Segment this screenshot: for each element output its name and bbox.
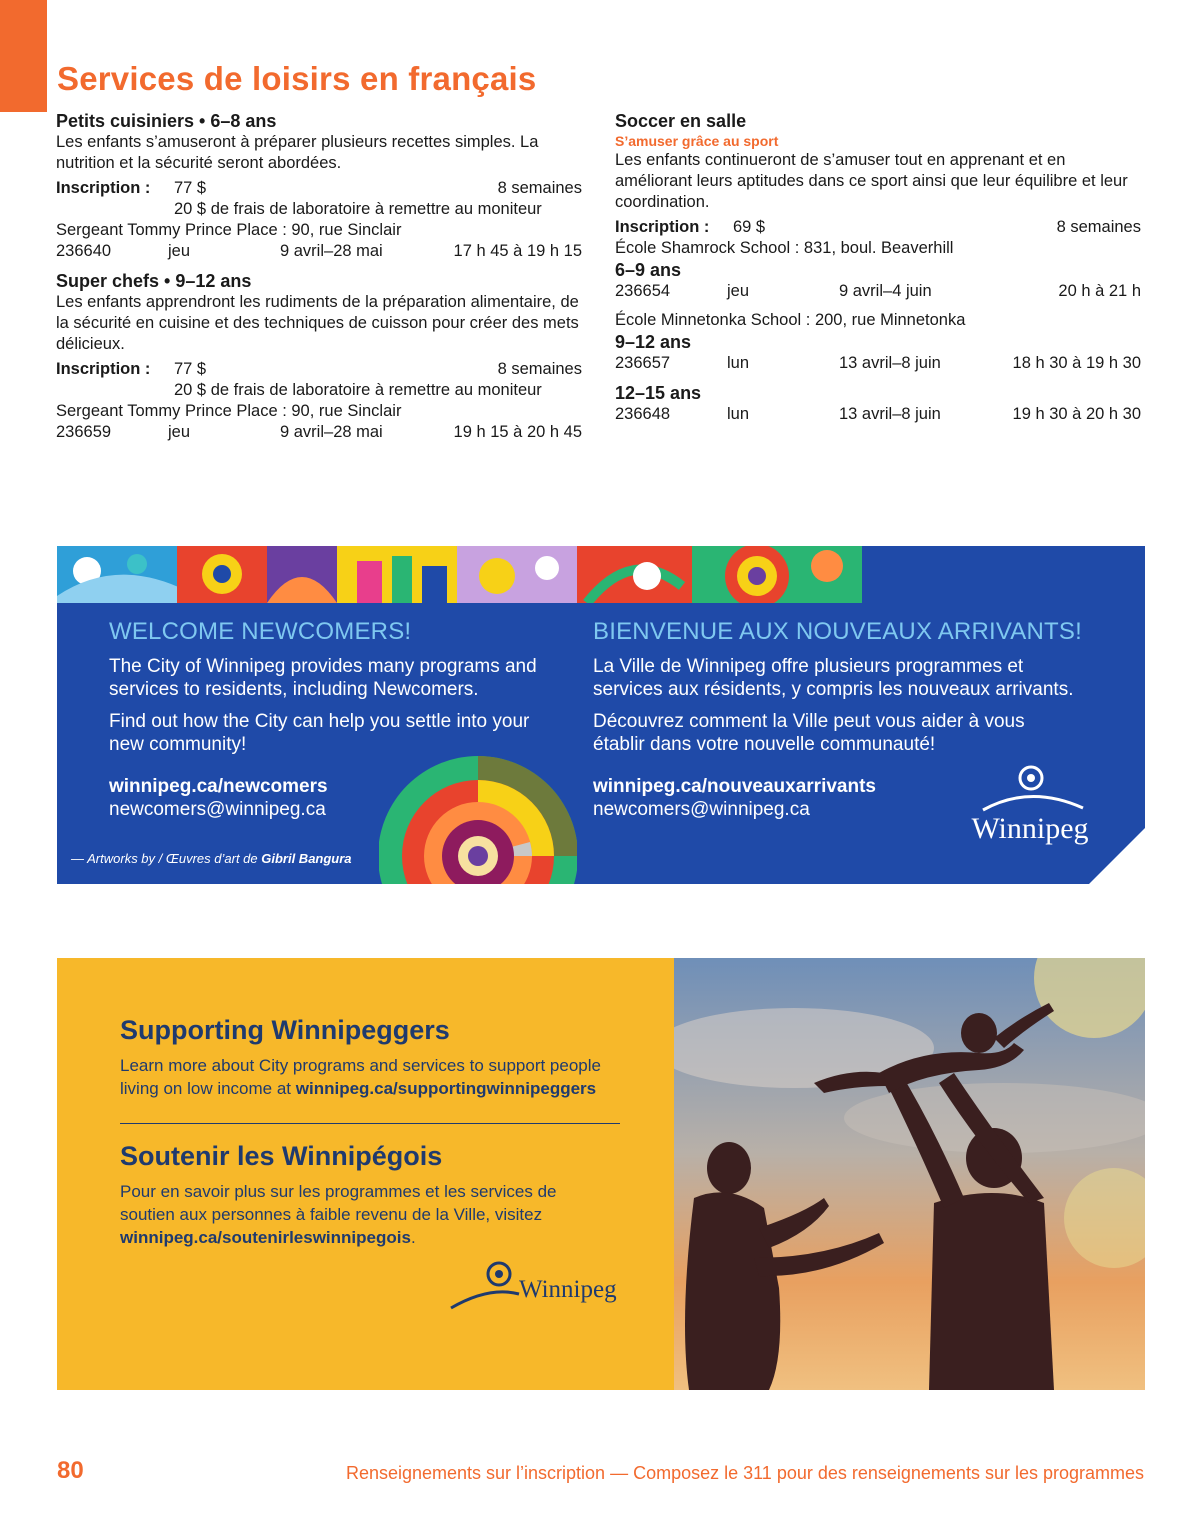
- age-group: 9–12 ans: [615, 332, 692, 352]
- inscription-label: Inscription :: [56, 360, 151, 378]
- newcomers-banner: [57, 546, 1145, 884]
- course-description: Les enfants apprendront les rudiments de la préparation alimentaire, de la sécurité en cuisine et des techniques de cuisson pour créer des mets délicieux.: [56, 293, 579, 353]
- course-title: Super chefs • 9–12 ans: [56, 271, 252, 291]
- course-title: Petits cuisiniers • 6–8 ans: [56, 111, 277, 131]
- supporting-banner: [57, 958, 1145, 1390]
- weeks: 8 semaines: [1056, 218, 1141, 236]
- course-petits-cuisiniers: [56, 110, 582, 262]
- price: 77 $: [174, 179, 207, 197]
- supporting-url-fr[interactable]: winnipeg.ca/soutenirleswinnipegois: [120, 1228, 411, 1247]
- course-dates: 13 avril–8 juin: [839, 354, 941, 372]
- supporting-text-fr-body: Pour en savoir plus sur les programmes et les services de soutien aux personnes à faible revenu de la Ville, visitez: [120, 1182, 557, 1224]
- winnipeg-logo: [965, 764, 1095, 854]
- course-soccer: [615, 110, 1141, 425]
- weeks: 8 semaines: [497, 179, 582, 197]
- course-description: Les enfants continueront de s’amuser tout en apprenant et en améliorant leurs aptitudes dans ce sport ainsi que leur équilibre et leur coordination.: [615, 151, 1128, 211]
- footer-note: Renseignements sur l’inscription — Composez le 311 pour des renseignements sur les programmes: [345, 1463, 1144, 1483]
- family-silhouette-photo: [674, 958, 1145, 1390]
- artwork-credit: [71, 851, 352, 866]
- inscription-row: [56, 178, 582, 199]
- price: 77 $: [174, 360, 207, 378]
- newcomers-text-fr-1: La Ville de Winnipeg offre plusieurs programmes et services aux résidents, y compris les nouveaux arrivants.: [593, 656, 1074, 700]
- schedule-row: [615, 353, 1141, 374]
- corner-cut: [1089, 828, 1145, 884]
- credit-artist: Gibril Bangura: [261, 851, 352, 866]
- course-time: 17 h 45 à 19 h 15: [453, 242, 582, 260]
- winnipeg-logo: [449, 1256, 629, 1316]
- weeks: 8 semaines: [497, 360, 582, 378]
- location: Sergeant Tommy Prince Place : 90, rue Sinclair: [56, 402, 402, 420]
- age-group: 12–15 ans: [615, 383, 702, 403]
- course-time: 19 h 15 à 20 h 45: [453, 423, 582, 441]
- course-time: 20 h à 21 h: [1058, 282, 1141, 300]
- page-title: Services de loisirs en français: [57, 60, 537, 97]
- newcomers-heading-en: WELCOME NEWCOMERS!: [109, 618, 412, 645]
- inscription-row: [56, 359, 582, 380]
- course-day: jeu: [168, 423, 191, 441]
- age-group: 6–9 ans: [615, 260, 682, 280]
- newcomers-text-en-1: The City of Winnipeg provides many programs and services to residents, including Newcomers.: [109, 656, 537, 700]
- supporting-text-fr-end: .: [410, 1228, 416, 1247]
- newcomers-url-fr[interactable]: winnipeg.ca/nouveauxarrivants: [593, 776, 876, 797]
- inscription-row: [615, 217, 1141, 238]
- location: Sergeant Tommy Prince Place : 90, rue Sinclair: [56, 221, 402, 239]
- left-column: [56, 110, 582, 443]
- supporting-url-en[interactable]: winnipeg.ca/supportingwinnipeggers: [295, 1079, 597, 1098]
- course-dates: 9 avril–4 juin: [839, 282, 932, 300]
- mosaic-artwork: [57, 546, 862, 603]
- lab-fee: 20 $ de frais de laboratoire à remettre au moniteur: [174, 200, 542, 218]
- location: École Minnetonka School : 200, rue Minnetonka: [615, 311, 966, 329]
- course-dates: 13 avril–8 juin: [839, 405, 941, 423]
- inscription-label: Inscription :: [615, 218, 710, 236]
- course-code: 236657: [615, 354, 671, 372]
- right-column: [615, 110, 1141, 425]
- course-code: 236648: [615, 405, 671, 423]
- supporting-text-en: [120, 1054, 640, 1100]
- credit-prefix: — Artworks by / Œuvres d’art de: [71, 851, 262, 866]
- page-number: 80: [57, 1457, 84, 1484]
- supporting-text-fr: [120, 1180, 590, 1249]
- course-time: 19 h 30 à 20 h 30: [1012, 405, 1141, 423]
- course-description: Les enfants s’amuseront à préparer plusieurs recettes simples. La nutrition et la sécurité seront abordées.: [56, 133, 539, 172]
- course-day: lun: [727, 354, 750, 372]
- course-time: 18 h 30 à 19 h 30: [1012, 354, 1141, 372]
- course-day: jeu: [168, 242, 191, 260]
- supporting-text-en-body: Learn more about City programs and services to support people living on low income at: [120, 1056, 601, 1098]
- course-dates: 9 avril–28 mai: [280, 423, 383, 441]
- course-day: jeu: [727, 282, 750, 300]
- inscription-label: Inscription :: [56, 179, 151, 197]
- newcomers-url-en[interactable]: winnipeg.ca/newcomers: [109, 776, 328, 797]
- newcomers-text-fr-2: Découvrez comment la Ville peut vous aider à vous établir dans votre nouvelle communauté!: [593, 711, 1025, 755]
- course-code: 236654: [615, 282, 671, 300]
- schedule-row: [56, 241, 582, 262]
- course-title: Soccer en salle: [615, 111, 747, 131]
- corner-tab: [0, 0, 47, 112]
- newcomers-text-en-2: Find out how the City can help you settle into your new community!: [109, 711, 530, 755]
- newcomers-email-en[interactable]: newcomers@winnipeg.ca: [109, 799, 326, 820]
- schedule-row: [56, 422, 582, 443]
- newcomers-heading-fr: BIENVENUE AUX NOUVEAUX ARRIVANTS!: [593, 618, 1082, 645]
- schedule-row: [615, 404, 1141, 425]
- location: École Shamrock School : 831, boul. Beaverhill: [615, 239, 954, 257]
- supporting-heading-en: Supporting Winnipeggers: [120, 1015, 450, 1045]
- winnipeg-swirl-icon: [965, 764, 1095, 814]
- winnipeg-logo-text: Winnipeg: [519, 1276, 617, 1303]
- course-code: 236659: [56, 423, 112, 441]
- course-day: lun: [727, 405, 750, 423]
- schedule-row: [615, 281, 1141, 302]
- supporting-heading-fr: Soutenir les Winnipégois: [120, 1141, 443, 1171]
- winnipeg-logo-text: Winnipeg: [971, 812, 1089, 845]
- price: 69 $: [733, 218, 766, 236]
- newcomers-email-fr[interactable]: newcomers@winnipeg.ca: [593, 799, 810, 820]
- course-code: 236640: [56, 242, 112, 260]
- course-subtitle: S’amuser grâce au sport: [615, 133, 779, 149]
- target-artwork: [379, 734, 577, 884]
- lab-fee: 20 $ de frais de laboratoire à remettre au moniteur: [174, 381, 542, 399]
- course-super-chefs: [56, 270, 582, 443]
- course-dates: 9 avril–28 mai: [280, 242, 383, 260]
- divider: [120, 1123, 620, 1124]
